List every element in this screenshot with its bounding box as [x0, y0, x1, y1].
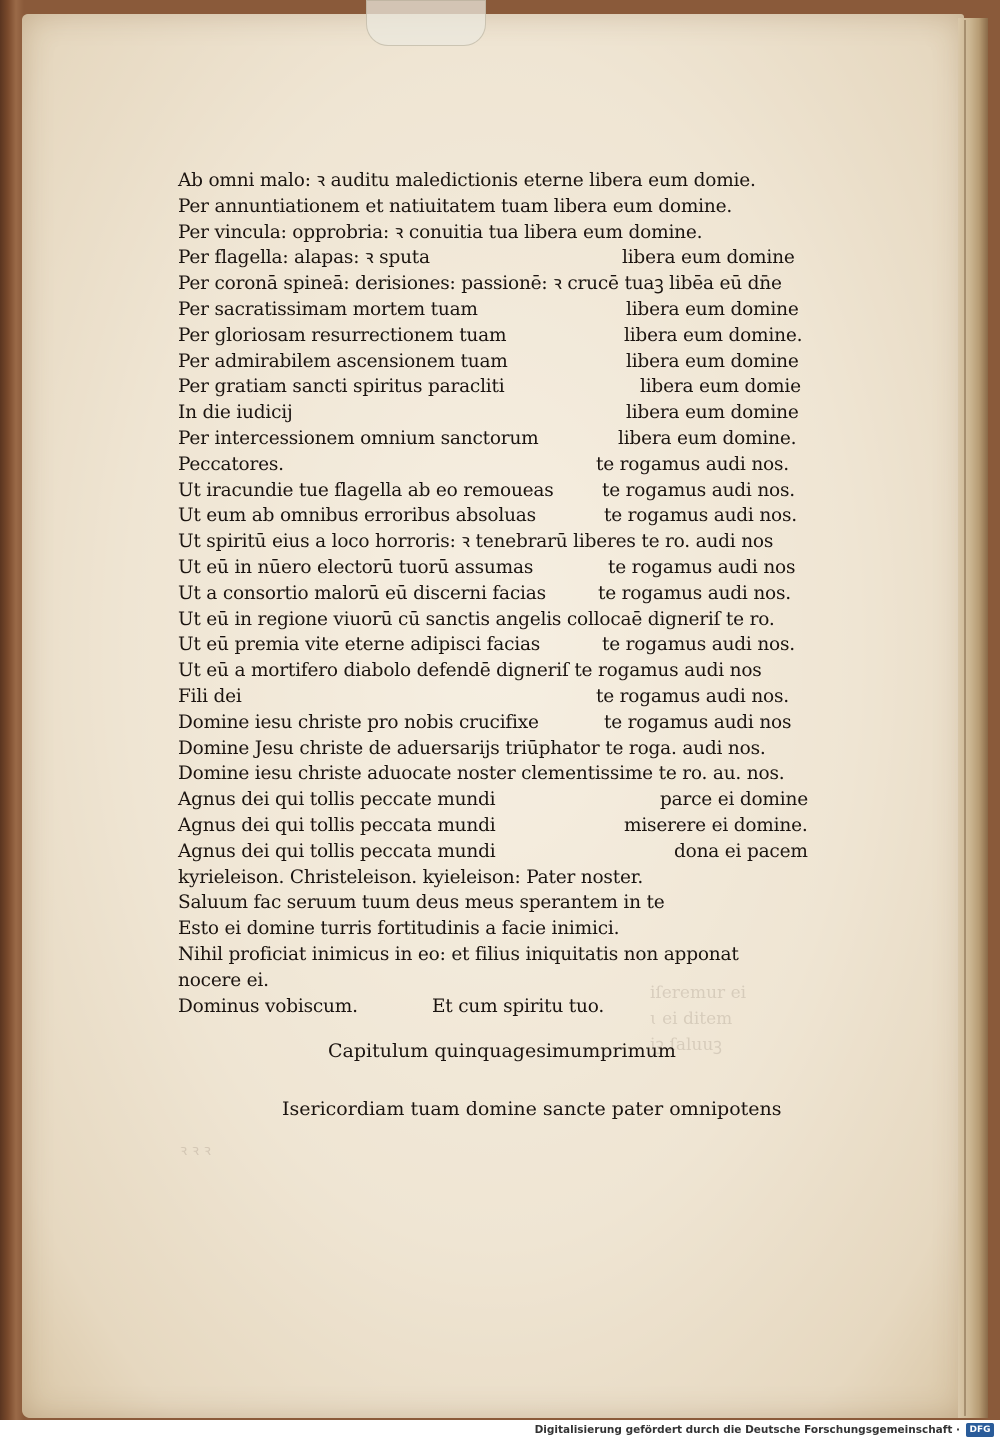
- litany-line-text: Domine Jesu christe de aduersarijs triūphator te roga. audi nos.: [178, 737, 766, 759]
- litany-line: [178, 994, 833, 1020]
- litany-response: te rogamus audi nos.: [602, 634, 795, 656]
- litany-line-text: Ut eū a mortifero diabolo defendē digneriſ te rogamus audi nos: [178, 660, 762, 682]
- litany-invocation: Per flagella: alapas: ꝛ sputa: [178, 247, 430, 269]
- litany-line: [178, 400, 833, 426]
- litany-line: [178, 865, 833, 891]
- litany-line-text: Per coronā spineā: derisiones: passionē: ꝛ crucē tuaꝫ libēa eū dn̄e: [178, 273, 782, 295]
- litany-line-text: Saluum fac seruum tuum deus meus sperantem in te: [178, 892, 665, 914]
- litany-invocation: Peccatores.: [178, 453, 284, 475]
- litany-line: [178, 349, 833, 375]
- litany-line: [178, 452, 833, 478]
- litany-line: [178, 607, 833, 633]
- litany-response: te rogamus audi nos.: [602, 479, 795, 501]
- litany-response: Et cum spiritu tuo.: [432, 995, 605, 1017]
- litany-invocation: Fili dei: [178, 685, 242, 707]
- litany-response: libera eum domie: [640, 376, 801, 398]
- chapter-heading: Capitulum quinquagesimumprimum: [328, 1040, 676, 1062]
- show-through-text: ꝛ ꝛ ꝛ: [180, 1141, 211, 1159]
- litany-line: [178, 632, 833, 658]
- litany-text: [178, 168, 833, 1019]
- litany-response: te rogamus audi nos.: [596, 453, 789, 475]
- litany-line: [178, 761, 833, 787]
- show-through-text: iſeremur ei ɩ ei ditem iꝫ ſaluuꝫ: [650, 983, 747, 1055]
- litany-line: [178, 787, 833, 813]
- litany-line-text: Per vincula: opprobria: ꝛ conuitia tua libera eum domine.: [178, 221, 703, 243]
- litany-line: [178, 710, 833, 736]
- litany-line: [178, 374, 833, 400]
- litany-response: miserere ei domine.: [624, 814, 808, 836]
- litany-invocation: Per sacratissimam mortem tuam: [178, 298, 478, 320]
- litany-invocation: Ut eū in nūero electorū tuorū assumas: [178, 556, 534, 578]
- litany-response: dona ei pacem: [674, 840, 808, 862]
- litany-response: te rogamus audi nos: [608, 556, 796, 578]
- litany-line-text: Per annuntiationem et natiuitatem tuam libera eum domine.: [178, 195, 733, 217]
- litany-line: [178, 271, 833, 297]
- litany-response: libera eum domine.: [624, 324, 803, 346]
- litany-response: te rogamus audi nos.: [596, 685, 789, 707]
- litany-response: libera eum domine.: [618, 427, 797, 449]
- litany-invocation: Ut iracundie tue flagella ab eo remoueas: [178, 479, 554, 501]
- litany-response: te rogamus audi nos: [604, 711, 792, 733]
- dfg-logo: DFG: [966, 1423, 994, 1437]
- litany-line: [178, 323, 833, 349]
- litany-invocation: Per gratiam sancti spiritus paracliti: [178, 376, 505, 398]
- litany-line-text: Esto ei domine turris fortitudinis a facie inimici.: [178, 918, 620, 940]
- litany-invocation: In die iudicij: [178, 402, 293, 424]
- litany-line: [178, 658, 833, 684]
- litany-response: libera eum domine: [626, 402, 799, 424]
- litany-invocation: Per intercessionem omnium sanctorum: [178, 427, 539, 449]
- litany-response: te rogamus audi nos.: [604, 505, 797, 527]
- litany-invocation: Agnus dei qui tollis peccata mundi: [178, 814, 496, 836]
- litany-line: [178, 555, 833, 581]
- litany-line: [178, 813, 833, 839]
- litany-invocation: Per admirabilem ascensionem tuam: [178, 350, 508, 372]
- litany-line: [178, 478, 833, 504]
- litany-line: [178, 194, 833, 220]
- litany-line: [178, 168, 833, 194]
- litany-line: [178, 245, 833, 271]
- litany-invocation: Dominus vobiscum.: [178, 995, 358, 1017]
- litany-response: libera eum domine: [626, 298, 799, 320]
- clip-tape: [366, 0, 486, 46]
- litany-line-text: Domine iesu christe aduocate noster clementissime te ro. au. nos.: [178, 763, 785, 785]
- page-edge-line: [964, 20, 966, 1416]
- litany-line-text: Ut eū in regione viuorū cū sanctis angelis collocaē digneriſ te ro.: [178, 608, 775, 630]
- litany-response: libera eum domine: [626, 350, 799, 372]
- litany-line: [178, 890, 833, 916]
- litany-invocation: Agnus dei qui tollis peccata mundi: [178, 840, 496, 862]
- litany-line: [178, 529, 833, 555]
- litany-line-text: Ut spiritū eius a loco horroris: ꝛ tenebrarū liberes te ro. audi nos: [178, 531, 774, 553]
- litany-invocation: Domine iesu christe pro nobis crucifixe: [178, 711, 539, 733]
- litany-invocation: Ut eū premia vite eterne adipisci facias: [178, 634, 541, 656]
- litany-line: [178, 942, 833, 968]
- litany-line: [178, 581, 833, 607]
- litany-line-text: kyrieleison. Christeleison. kyieleison: Pater noster.: [178, 866, 643, 888]
- litany-line: [178, 297, 833, 323]
- litany-line: [178, 426, 833, 452]
- litany-response: te rogamus audi nos.: [598, 582, 791, 604]
- litany-line-text: Nihil proficiat inimicus in eo: et filius iniquitatis non apponat: [178, 943, 739, 965]
- page-edge: [958, 18, 988, 1418]
- litany-response: libera eum domine: [622, 247, 795, 269]
- litany-invocation: Per gloriosam resurrectionem tuam: [178, 324, 507, 346]
- litany-invocation: Ut a consortio malorū eū discerni facias: [178, 582, 546, 604]
- litany-line-text: nocere ei.: [178, 969, 269, 991]
- litany-line: [178, 736, 833, 762]
- chapter-incipit: Isericordiam tuam domine sancte pater omnipotens: [282, 1098, 782, 1120]
- litany-line: [178, 839, 833, 865]
- footer-credit: Digitalisierung gefördert durch die Deutsche Forschungsgemeinschaft ·: [534, 1424, 960, 1436]
- litany-response: parce ei domine: [660, 789, 808, 811]
- litany-line: [178, 503, 833, 529]
- litany-line-text: Ab omni malo: ꝛ auditu maledictionis eterne libera eum domie.: [178, 170, 756, 191]
- litany-line: [178, 220, 833, 246]
- litany-invocation: Agnus dei qui tollis peccate mundi: [178, 789, 496, 811]
- litany-line: [178, 684, 833, 710]
- litany-invocation: Ut eum ab omnibus erroribus absoluas: [178, 505, 536, 527]
- litany-line: [178, 968, 833, 994]
- litany-line: [178, 916, 833, 942]
